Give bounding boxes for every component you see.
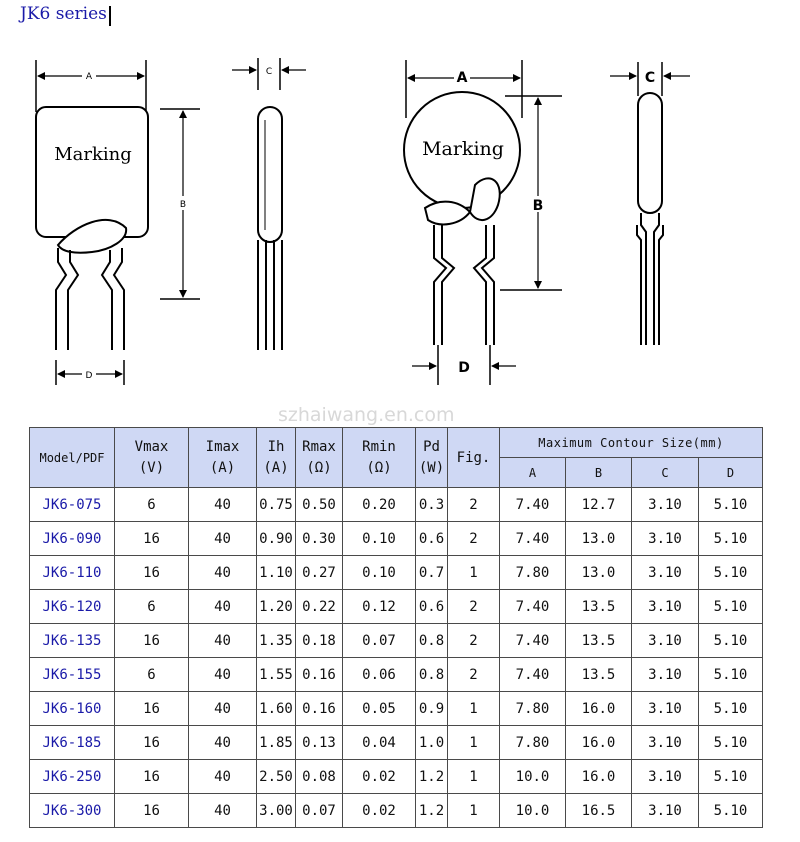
table-cell: 13.0 [566, 556, 632, 590]
table-cell: 3.10 [632, 590, 699, 624]
table-cell: 0.18 [296, 624, 343, 658]
table-cell: 7.40 [500, 522, 566, 556]
dim-c2-label: C [644, 70, 656, 86]
table-cell: 13.5 [566, 590, 632, 624]
header-rmin: Rmin (Ω) [343, 428, 416, 488]
table-cell: 7.40 [500, 488, 566, 522]
fig2-front-view [404, 60, 562, 385]
table-cell: 16 [115, 794, 189, 828]
dim-b-label: B [179, 200, 187, 210]
model-link[interactable]: JK6-155 [30, 658, 115, 692]
table-cell: 1.85 [257, 726, 296, 760]
table-cell: 0.8 [416, 658, 448, 692]
table-cell: 0.8 [416, 624, 448, 658]
table-cell: 16 [115, 556, 189, 590]
table-cell: 13.5 [566, 658, 632, 692]
table-cell: 5.10 [699, 488, 763, 522]
table-cell: 0.12 [343, 590, 416, 624]
table-cell: 0.7 [416, 556, 448, 590]
table-cell: 7.80 [500, 692, 566, 726]
header-size-a: A [500, 458, 566, 488]
table-cell: 0.3 [416, 488, 448, 522]
table-cell: 12.7 [566, 488, 632, 522]
table-cell: 3.10 [632, 556, 699, 590]
table-cell: 7.80 [500, 556, 566, 590]
table-cell: 40 [189, 624, 257, 658]
table-cell: 0.02 [343, 760, 416, 794]
header-ih: Ih (A) [257, 428, 296, 488]
table-cell: 0.27 [296, 556, 343, 590]
table-cell: 0.9 [416, 692, 448, 726]
table-row [30, 726, 763, 760]
table-row [30, 692, 763, 726]
table-cell: 1 [448, 726, 500, 760]
table-cell: 1.2 [416, 794, 448, 828]
table-cell: 40 [189, 794, 257, 828]
spec-table-body [30, 488, 763, 828]
dim-d2-label: D [458, 360, 470, 376]
table-row [30, 624, 763, 658]
table-cell: 40 [189, 658, 257, 692]
model-link[interactable]: JK6-185 [30, 726, 115, 760]
table-cell: 1.0 [416, 726, 448, 760]
table-cell: 0.6 [416, 590, 448, 624]
table-cell: 16 [115, 760, 189, 794]
marking-label: Marking [54, 144, 132, 165]
header-fig: Fig. [448, 428, 500, 488]
table-cell: 0.08 [296, 760, 343, 794]
table-cell: 0.07 [343, 624, 416, 658]
table-cell: 1.35 [257, 624, 296, 658]
table-cell: 1 [448, 692, 500, 726]
table-cell: 3.10 [632, 794, 699, 828]
table-cell: 5.10 [699, 658, 763, 692]
table-cell: 6 [115, 658, 189, 692]
table-cell: 3.10 [632, 658, 699, 692]
model-link[interactable]: JK6-160 [30, 692, 115, 726]
table-cell: 3.10 [632, 692, 699, 726]
table-cell: 1 [448, 794, 500, 828]
table-row [30, 556, 763, 590]
header-imax: Imax (A) [189, 428, 257, 488]
table-cell: 40 [189, 556, 257, 590]
table-cell: 7.40 [500, 658, 566, 692]
table-cell: 0.20 [343, 488, 416, 522]
dim-d-label: D [85, 371, 93, 381]
table-cell: 2 [448, 658, 500, 692]
table-cell: 5.10 [699, 692, 763, 726]
table-row [30, 522, 763, 556]
table-row [30, 658, 763, 692]
model-link[interactable]: JK6-120 [30, 590, 115, 624]
table-cell: 6 [115, 488, 189, 522]
header-pd: Pd (W) [416, 428, 448, 488]
table-cell: 1.2 [416, 760, 448, 794]
table-cell: 1 [448, 760, 500, 794]
table-cell: 5.10 [699, 590, 763, 624]
table-cell: 0.06 [343, 658, 416, 692]
table-cell: 0.16 [296, 658, 343, 692]
table-cell: 0.13 [296, 726, 343, 760]
table-cell: 3.00 [257, 794, 296, 828]
table-cell: 0.10 [343, 522, 416, 556]
table-cell: 7.40 [500, 624, 566, 658]
header-size-c: C [632, 458, 699, 488]
fig1-front-view [36, 60, 200, 385]
model-link[interactable]: JK6-250 [30, 760, 115, 794]
model-link[interactable]: JK6-300 [30, 794, 115, 828]
table-cell: 16.0 [566, 692, 632, 726]
model-link[interactable]: JK6-075 [30, 488, 115, 522]
table-row [30, 794, 763, 828]
table-cell: 0.90 [257, 522, 296, 556]
dim-b2-label: B [532, 198, 544, 214]
table-cell: 13.0 [566, 522, 632, 556]
table-cell: 2 [448, 624, 500, 658]
table-cell: 6 [115, 590, 189, 624]
table-cell: 16 [115, 692, 189, 726]
table-cell: 2 [448, 488, 500, 522]
table-cell: 0.16 [296, 692, 343, 726]
header-rmax: Rmax (Ω) [296, 428, 343, 488]
table-cell: 40 [189, 590, 257, 624]
fig2-side-view [610, 62, 690, 345]
table-cell: 5.10 [699, 522, 763, 556]
table-cell: 7.80 [500, 726, 566, 760]
table-cell: 3.10 [632, 624, 699, 658]
table-cell: 2.50 [257, 760, 296, 794]
table-cell: 10.0 [500, 760, 566, 794]
table-cell: 5.10 [699, 794, 763, 828]
table-cell: 0.22 [296, 590, 343, 624]
table-cell: 16.5 [566, 794, 632, 828]
table-cell: 7.40 [500, 590, 566, 624]
table-cell: 10.0 [500, 794, 566, 828]
table-cell: 1.10 [257, 556, 296, 590]
dimension-drawings [0, 0, 800, 400]
table-cell: 2 [448, 522, 500, 556]
table-cell: 3.10 [632, 726, 699, 760]
model-link[interactable]: JK6-090 [30, 522, 115, 556]
table-cell: 13.5 [566, 624, 632, 658]
model-link[interactable]: JK6-135 [30, 624, 115, 658]
header-model: Model/PDF [30, 428, 115, 488]
header-size-b: B [566, 458, 632, 488]
spec-table [29, 427, 763, 828]
table-cell: 16 [115, 522, 189, 556]
header-vmax: Vmax (V) [115, 428, 189, 488]
table-cell: 16.0 [566, 726, 632, 760]
table-cell: 40 [189, 488, 257, 522]
table-row [30, 590, 763, 624]
table-cell: 1.55 [257, 658, 296, 692]
dim-a2-label: A [456, 70, 468, 86]
model-link[interactable]: JK6-110 [30, 556, 115, 590]
table-cell: 5.10 [699, 624, 763, 658]
dim-a-label: A [85, 72, 93, 82]
fig1-side-view [232, 58, 306, 350]
table-cell: 0.10 [343, 556, 416, 590]
table-cell: 1.20 [257, 590, 296, 624]
header-contour: Maximum Contour Size(mm) [500, 428, 763, 458]
table-cell: 0.30 [296, 522, 343, 556]
table-cell: 3.10 [632, 488, 699, 522]
header-size-d: D [699, 458, 763, 488]
table-cell: 40 [189, 726, 257, 760]
table-cell: 0.75 [257, 488, 296, 522]
table-row [30, 760, 763, 794]
table-cell: 5.10 [699, 726, 763, 760]
table-cell: 0.07 [296, 794, 343, 828]
watermark: szhaiwang.en.com [278, 404, 455, 426]
table-cell: 1 [448, 556, 500, 590]
table-cell: 2 [448, 590, 500, 624]
table-cell: 3.10 [632, 760, 699, 794]
dim-c-label: C [265, 67, 273, 77]
table-cell: 16.0 [566, 760, 632, 794]
table-cell: 0.05 [343, 692, 416, 726]
table-cell: 5.10 [699, 760, 763, 794]
table-cell: 0.6 [416, 522, 448, 556]
table-cell: 16 [115, 624, 189, 658]
table-cell: 5.10 [699, 556, 763, 590]
table-row [30, 488, 763, 522]
table-cell: 40 [189, 522, 257, 556]
table-cell: 40 [189, 692, 257, 726]
table-cell: 40 [189, 760, 257, 794]
table-cell: 0.02 [343, 794, 416, 828]
table-cell: 0.50 [296, 488, 343, 522]
marking-label-2: Marking [422, 138, 504, 160]
table-cell: 0.04 [343, 726, 416, 760]
table-cell: 3.10 [632, 522, 699, 556]
page-title: JK6 series [20, 4, 107, 24]
table-cell: 1.60 [257, 692, 296, 726]
table-cell: 16 [115, 726, 189, 760]
